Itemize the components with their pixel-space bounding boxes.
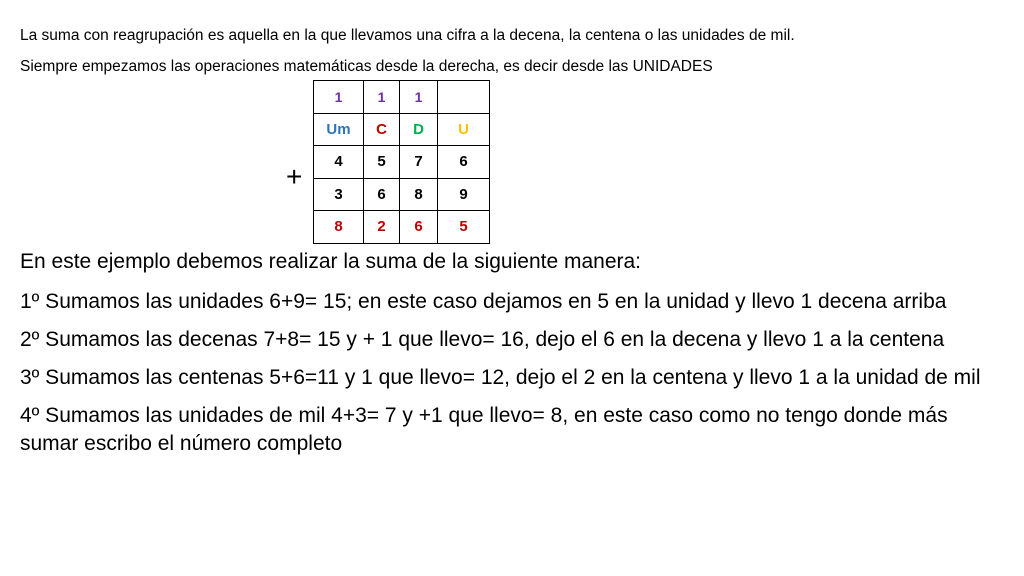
header-um: Um (314, 113, 364, 146)
digit-cell: 7 (400, 146, 438, 179)
digit-cell: 4 (314, 146, 364, 179)
result-row (314, 211, 490, 244)
addend-row-1 (314, 146, 490, 179)
digit-cell: 3 (314, 178, 364, 211)
digit-cell: 9 (438, 178, 490, 211)
step-4: 4º Sumamos las unidades de mil 4+3= 7 y +1 que llevo= 8, en este caso como no tengo donde más sumar escribo el número completo (20, 404, 948, 455)
explanation (20, 248, 1005, 468)
step-3: 3º Sumamos las centenas 5+6=11 y 1 que llevo= 12, dejo el 2 en la centena y llevo 1 a la unidad de mil (20, 366, 981, 389)
digit-cell: 5 (364, 146, 400, 179)
step-1: 1º Sumamos las unidades 6+9= 15; en este caso dejamos en 5 en la unidad y llevo 1 decena arriba (20, 290, 947, 313)
result-cell: 8 (314, 211, 364, 244)
digit-cell: 8 (400, 178, 438, 211)
carry-cell (438, 81, 490, 114)
plus-sign: + (286, 161, 303, 192)
result-cell: 2 (364, 211, 400, 244)
header-d: D (400, 113, 438, 146)
header-c: C (364, 113, 400, 146)
place-value-header-row (314, 113, 490, 146)
carry-cell: 1 (314, 81, 364, 114)
digit-cell: 6 (364, 178, 400, 211)
result-cell: 6 (400, 211, 438, 244)
intro-line-1: La suma con reagrupación es aquella en la que llevamos una cifra a la decena, la centena o las unidades de mil. (20, 27, 795, 44)
carry-cell: 1 (400, 81, 438, 114)
digit-cell: 6 (438, 146, 490, 179)
step-2: 2º Sumamos las decenas 7+8= 15 y + 1 que llevo= 16, dejo el 6 en la decena y llevo 1 a la centena (20, 328, 945, 351)
carry-row (314, 81, 490, 114)
header-u: U (438, 113, 490, 146)
explanation-lead: En este ejemplo debemos realizar la suma de la siguiente manera: (20, 250, 642, 273)
intro-line-2: Siempre empezamos las operaciones matemáticas desde la derecha, es decir desde las UNIDADES (20, 58, 713, 75)
carry-cell: 1 (364, 81, 400, 114)
addend-row-2 (314, 178, 490, 211)
addition-table (313, 80, 490, 244)
result-cell: 5 (438, 211, 490, 244)
